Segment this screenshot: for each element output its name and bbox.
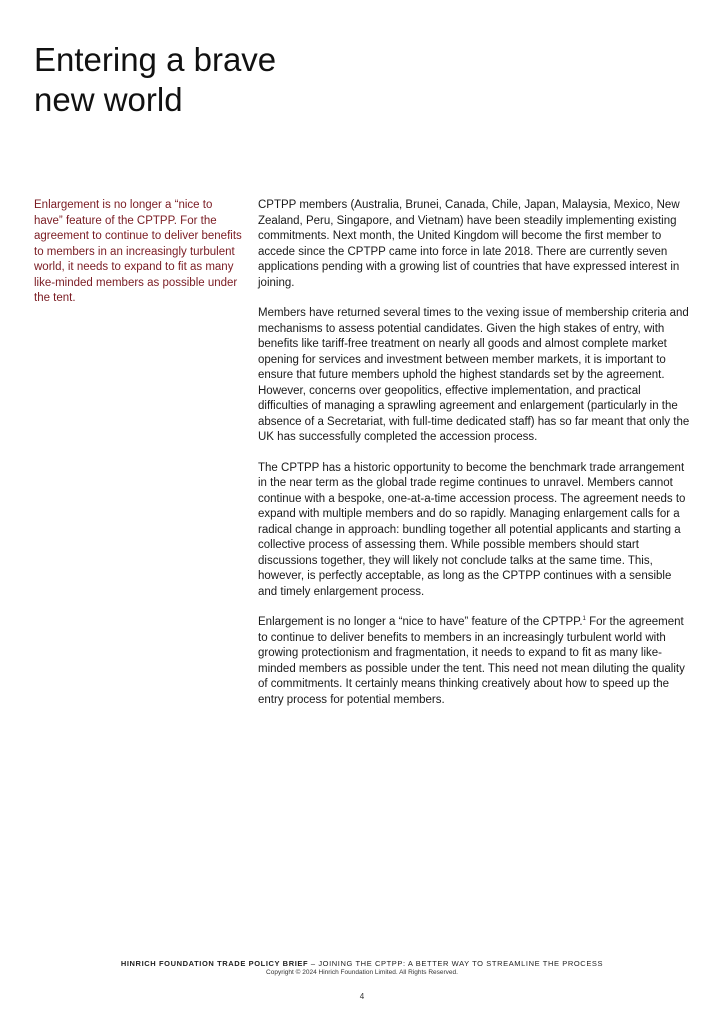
footnote-marker[interactable]: 1 bbox=[582, 616, 586, 623]
footer-subtitle: – JOINING THE CPTPP: A BETTER WAY TO STREAMLINE THE PROCESS bbox=[308, 959, 604, 968]
body-paragraph-4-start: Enlargement is no longer a “nice to have” feature of the CPTPP. bbox=[258, 616, 583, 628]
pull-quote: Enlargement is no longer a “nice to have” feature of the CPTPP. For the agreement to continue to deliver benefits to members in an increasingly turbulent world, it needs to expand to fit as many like-minded members as possible under the tent. bbox=[34, 199, 242, 304]
page-title bbox=[34, 40, 354, 120]
page-number: 4 bbox=[359, 992, 365, 1001]
page-title-line-2: new world bbox=[34, 81, 183, 118]
body-column bbox=[258, 198, 690, 723]
body-paragraph-3: The CPTPP has a historic opportunity to become the benchmark trade arrangement in the near term as the global trade regime continues to unravel. Members cannot continue with a bespoke, one-at-a-time accession process. The agreement needs to expand with multiple members and do so rapidly. Managing enlargement calls for a radical change in approach: bundling together all potential applicants and starting a collective process of assessing them. While possible members should start discussions together, they will likely not conclude talks at the same time. This, however, is perfectly acceptable, as long as the CPTPP continues with a sensible and timely enlargement process. bbox=[258, 461, 686, 598]
body-paragraph-4-end: For the agreement to continue to deliver benefits to members in an increasingly turbulent world with growing protectionism and fragmentation, it needs to expand to fit as many like-minded members as possible under the tent. This need not mean diluting the quality of commitments. It certainly means thinking creatively about how to speed up the entry process for potential members. bbox=[258, 616, 685, 706]
body-paragraph-2: Members have returned several times to the vexing issue of membership criteria and mechanisms to assess potential candidates. Given the high stakes of entry, with benefits like tariff-free treatment on nearly all goods and almost complete market opening for services and investment between member markets, it is important to ensure that future members uphold the highest standards set by the agreement. However, concerns over geopolitics, effective implementation, and practical difficulties of managing a sprawling agreement and enlargement (particularly in the absence of a Secretariat, with full-time dedicated staff) has so far meant that only the UK has successfully completed the accession process. bbox=[258, 307, 690, 443]
page-title-line-1: Entering a brave bbox=[34, 41, 277, 78]
body-paragraph-4 bbox=[258, 615, 690, 708]
body-paragraph-1: CPTPP members (Australia, Brunei, Canada, Chile, Japan, Malaysia, Mexico, New Zealand, Peru, Singapore, and Vietnam) have been steadily implementing existing commitments. Next month, the United Kingdom will become the first member to accede since the CPTPP came into force in late 2018. There are currently seven applications pending with a growing list of countries that have expressed interest in joining. bbox=[258, 199, 680, 289]
footer-brief-line bbox=[0, 959, 724, 968]
footer-brand: HINRICH FOUNDATION TRADE POLICY BRIEF bbox=[120, 959, 309, 968]
footer-copyright: Copyright © 2024 Hinrich Foundation Limited. All Rights Reserved. bbox=[266, 969, 458, 976]
